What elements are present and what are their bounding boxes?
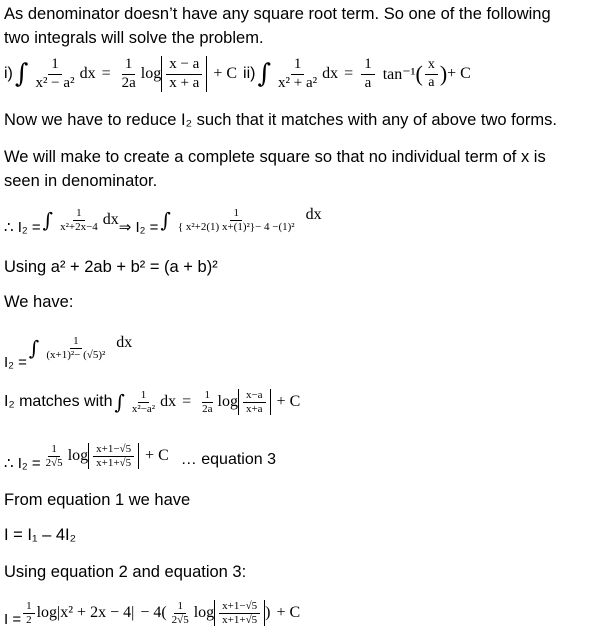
form-i-label: i)	[4, 65, 13, 82]
step1-integrand: $\frac{1}{\text{x²+2x−4}}$	[60, 206, 98, 233]
square-text-2: seen in denominator.	[4, 172, 158, 190]
we-have: We have:	[4, 293, 74, 311]
using-identity: Using a² + 2ab + b² = (a + b)²	[4, 258, 218, 276]
form-ii-coefficient: $\frac{1}{a}$	[361, 56, 375, 92]
form-i-abs: $\frac{x - a}{x + a}$	[161, 56, 207, 92]
integral-sign: ∫	[14, 59, 29, 89]
reduce-text: Now we have to reduce I₂ such that it matches with any of above two forms.	[4, 111, 557, 129]
equation-3-label: … equation 3	[180, 451, 276, 468]
form-i-integrand: $\frac{1}{\text{x² − a²}}$	[35, 56, 75, 91]
standard-forms-row: i) ∫ $\frac{1}{\text{x² − a²}}$ dx = $\frac{1}{2a}$ log $\frac{x - a}{x + a}$ + C ii) ∫ $\frac{1}{\text{x² + a²}}$ dx = $\frac{1}{a}$ tan⁻¹ ( $\frac{x}{a}$ ) + C	[4, 56, 471, 91]
step3-equation: I₂ matches with ∫ $\frac{1}{\text{x²−a²}}$ dx = $\frac{1}{2a}$ log $\frac{x-a}{x+a}$ + C	[4, 388, 301, 415]
step1-equation: ∴ I₂ = ∫ $\frac{1}{\text{x²+2x−4}}$ dx ⇒ I₂ = ∫ $\frac{1}{\text{\{ x²+2(1) x+(1)²\}− 4 −(1)²}}$ dx	[4, 206, 322, 236]
final-coefficient: $\frac{1}{2√5}$	[171, 599, 189, 626]
step3-integrand: $\frac{1}{\text{x²−a²}}$	[131, 388, 156, 415]
form-i-coefficient: $\frac{1}{2a}$	[121, 56, 136, 91]
half-coefficient: $\frac{1}{2}$	[23, 600, 35, 626]
step2-equation: I₂ = ∫ $\frac{1}{\text{(x+1)²− (√5)²}}$ dx	[4, 334, 133, 371]
form-ii-integrand: $\frac{1}{\text{x² + a²}}$	[278, 56, 318, 91]
step4-equation: ∴ I₂ = $\frac{1}{2√5}$ log $\frac{x+1-√5}{x+1+√5}$ + C … equation 3	[4, 442, 276, 472]
using-eq23: Using equation 2 and equation 3:	[4, 563, 247, 581]
form-ii-label: ii)	[243, 65, 256, 82]
final-equation: I = $\frac{1}{2}$ log|x² + 2x − 4| − 4( $\frac{1}{2√5}$ log $\frac{x+1-√5}{x+1+√5}$ ) + C	[4, 599, 301, 628]
i-equals: I = I₁ – 4I₂	[4, 526, 77, 544]
square-text-1: We will make to create a complete square so that no individual term of x is	[4, 148, 546, 166]
intro-line-1: As denominator doesn’t have any square root term. So one of the following	[4, 5, 551, 23]
step1-completed-square: $\frac{1}{\text{\{ x²+2(1) x+(1)²\}− 4 −(1)²}}$	[177, 206, 295, 233]
form-ii-argument: $\frac{x}{a}$	[425, 57, 438, 90]
step3-coefficient: $\frac{1}{2a}$	[202, 388, 213, 415]
integral-sign: ∫	[257, 59, 272, 89]
step2-integrand: $\frac{1}{\text{(x+1)²− (√5)²}}$	[46, 334, 106, 361]
step4-coefficient: $\frac{1}{2√5}$	[45, 442, 63, 469]
dx-label: dx	[79, 65, 96, 82]
intro-line-2: two integrals will solve the problem.	[4, 29, 264, 47]
from-eq1: From equation 1 we have	[4, 491, 191, 509]
